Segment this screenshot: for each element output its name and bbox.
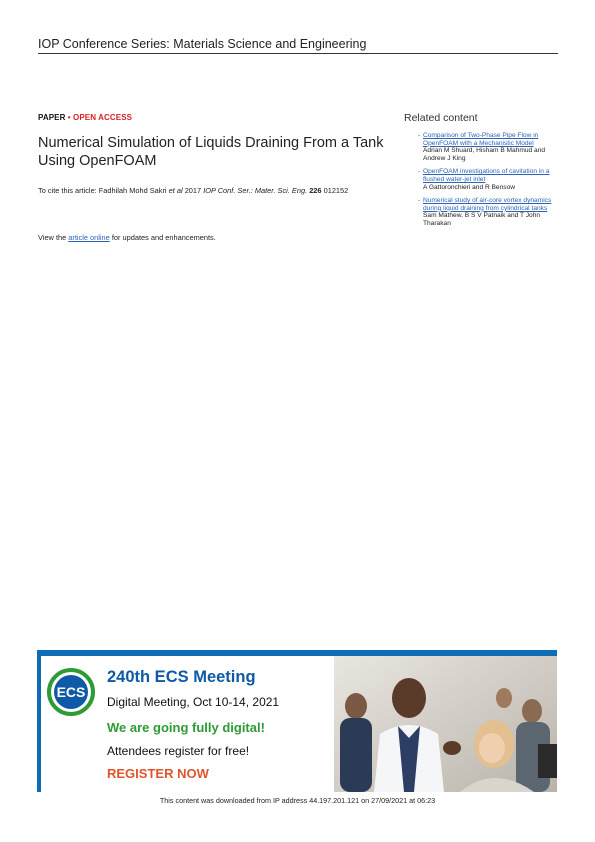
paper-title: Numerical Simulation of Liquids Draining From a Tank Using OpenFOAM bbox=[38, 135, 384, 169]
journal-name: IOP Conference Series: Materials Science and Engineering bbox=[38, 37, 558, 54]
paper-type: PAPER bbox=[38, 113, 66, 122]
bullet-icon: - bbox=[418, 197, 421, 205]
download-notice: This content was downloaded from IP address 44.197.201.121 on 27/09/2021 at 06:23 bbox=[159, 796, 436, 805]
banner-heading: 240th ECS Meeting bbox=[107, 668, 256, 686]
related-item bbox=[404, 197, 562, 227]
bullet-icon: - bbox=[418, 168, 421, 176]
register-now-button[interactable]: REGISTER NOW bbox=[107, 766, 209, 781]
ecs-logo-text: ECS bbox=[56, 684, 86, 700]
related-item-link[interactable]: OpenFOAM investigations of cavitation in a flushed water-jet inlet bbox=[423, 168, 550, 183]
banner-subheading: Digital Meeting, Oct 10-14, 2021 bbox=[107, 695, 280, 709]
ecs-logo-icon bbox=[47, 668, 95, 716]
article-online-link[interactable]: article online bbox=[68, 233, 110, 242]
banner-left-bar bbox=[37, 650, 41, 792]
cite-volume: 226 bbox=[309, 186, 322, 195]
cite-prefix: To cite this article: Fadhilah Mohd Sakri bbox=[38, 186, 167, 195]
cite-year: 2017 bbox=[184, 186, 202, 195]
view-prefix: View the bbox=[38, 233, 67, 242]
related-item bbox=[404, 132, 562, 162]
related-item-authors: A Gattoronchieri and R Bensow bbox=[423, 183, 515, 191]
related-item-link[interactable]: Numerical study of air-core vortex dynamics during liquid draining from cylindrical tanks bbox=[423, 197, 552, 212]
view-suffix: for updates and enhancements. bbox=[111, 233, 216, 242]
related-item-link[interactable]: Comparison of Two-Phase Pipe Flow in OpenFOAM with a Mechanistic Model bbox=[423, 132, 539, 147]
open-access-label: OPEN ACCESS bbox=[73, 113, 133, 122]
banner-digital-line: We are going fully digital! bbox=[107, 720, 265, 735]
cite-etal: et al bbox=[168, 186, 183, 195]
bullet-icon: - bbox=[418, 132, 421, 139]
ecs-meeting-banner[interactable] bbox=[37, 650, 557, 792]
related-item bbox=[404, 168, 562, 191]
banner-register-line: Attendees register for free! bbox=[107, 744, 250, 758]
attendees-photo bbox=[334, 656, 557, 792]
separator: • bbox=[67, 113, 71, 122]
cite-journal: IOP Conf. Ser.: Mater. Sci. Eng. bbox=[203, 186, 308, 195]
citation-line bbox=[38, 186, 398, 195]
view-online-line bbox=[38, 233, 216, 242]
related-content-heading: Related content bbox=[404, 112, 478, 124]
cite-article: 012152 bbox=[323, 186, 349, 195]
paper-type-label bbox=[38, 113, 132, 122]
related-item-authors: Sam Mathew, B S V Patnaik and T John Tharakan bbox=[423, 212, 541, 227]
related-content-panel bbox=[404, 112, 562, 234]
related-item-authors: Adrian M Shuard, Hisham B Mahmud and Andrew J King bbox=[423, 147, 546, 162]
